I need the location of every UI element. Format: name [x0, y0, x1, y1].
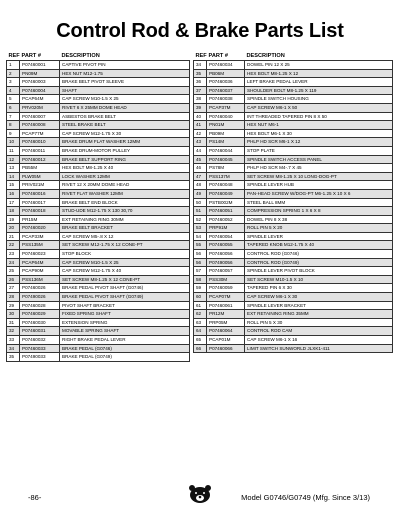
table-row	[7, 327, 190, 336]
table-row	[7, 172, 190, 181]
part-number-cell: P07460032	[20, 336, 60, 345]
ref-cell: 49	[194, 189, 207, 198]
description-cell: BRAKE PEDAL PIVOT SHAFT (G0749)	[60, 293, 190, 302]
part-number-cell: P07460064	[207, 327, 245, 336]
ref-cell: 23	[7, 250, 20, 259]
table-row	[7, 78, 190, 87]
description-cell: CAP SCREW M10-1.5 X 25	[60, 95, 190, 104]
part-number-cell: PSS136M	[20, 275, 60, 284]
description-cell: SPINDLE LEVER HUB	[245, 181, 393, 190]
part-number-cell: P07460054	[207, 232, 245, 241]
ref-cell: 9	[7, 129, 20, 138]
part-number-cell: P07460057	[207, 267, 245, 276]
part-number-cell: P07460036	[207, 78, 245, 87]
ref-cell: 4	[7, 86, 20, 95]
table-row	[7, 86, 190, 95]
part-number-cell: PCAP07M	[207, 293, 245, 302]
part-number-cell: P07460016	[20, 189, 60, 198]
ref-cell: 60	[194, 293, 207, 302]
description-cell: SPINDLE SWITCH HOUSING	[245, 95, 393, 104]
part-number-cell: P07460056	[207, 250, 245, 259]
ref-cell: 58	[194, 275, 207, 284]
table-row	[7, 336, 190, 345]
ref-cell: 42	[194, 129, 207, 138]
description-cell: SPINDLE LEVER	[245, 232, 393, 241]
ref-cell: 14	[7, 172, 20, 181]
part-number-cell: P07460038	[207, 95, 245, 104]
part-number-cell: P07460012	[20, 155, 60, 164]
part-number-cell: P07460004	[20, 86, 60, 95]
ref-cell: 37	[194, 86, 207, 95]
table-row	[194, 121, 393, 130]
description-cell: CAP SCREW M6-1 X 30	[245, 293, 393, 302]
ref-cell: 41	[194, 121, 207, 130]
footer-model: Model G0746/G0749 (Mfg. Since 3/13)	[241, 493, 370, 502]
part-number-cell: PR12M	[207, 310, 245, 319]
ref-cell: 19	[7, 215, 20, 224]
part-number-cell: PS14M	[207, 138, 245, 147]
ref-header: REF	[8, 53, 20, 59]
description-cell: DOWEL PIN 8 X 38	[245, 215, 393, 224]
description-cell: BRAKE DRUM-MOTOR PULLEY	[60, 146, 190, 155]
description-header: DESCRIPTION	[61, 53, 100, 59]
part-number-cell: P07460066	[207, 344, 245, 353]
ref-cell: 20	[7, 224, 20, 233]
description-cell: LOCK WASHER 12MM	[60, 172, 190, 181]
description-cell: HEX BOLT M6-1 X 30	[245, 129, 393, 138]
table-row	[194, 61, 393, 70]
part-header: PART #	[208, 53, 228, 59]
table-row	[194, 86, 393, 95]
description-cell: CAP SCREW M6-1 X 50	[245, 103, 393, 112]
table-row	[194, 146, 393, 155]
description-cell: FIXED SPRING SHAFT	[60, 310, 190, 319]
part-number-cell: PLW05M	[20, 172, 60, 181]
part-number-cell: P07460030	[20, 318, 60, 327]
part-number-cell: PSTB002M	[207, 198, 245, 207]
part-number-cell: PR15M	[20, 215, 60, 224]
description-cell: HEX BOLT M8-1.25 X 12	[245, 69, 393, 78]
part-number-cell: P07490026	[20, 293, 60, 302]
part-number-cell: P07460028	[20, 301, 60, 310]
description-cell: CAP SCREW M5-.8 X 12	[60, 232, 190, 241]
description-cell: BRAKE DRUM FLAT WASHER 12MM	[60, 138, 190, 147]
ref-cell: 10	[7, 138, 20, 147]
description-cell: STOP PLATE	[245, 146, 393, 155]
part-number-cell: P07460052	[207, 215, 245, 224]
description-cell: CAP SCREW M6-1 X 16	[245, 336, 393, 345]
ref-cell: 31	[7, 318, 20, 327]
ref-cell: 35	[194, 69, 207, 78]
ref-cell: 8	[7, 121, 20, 130]
table-row	[7, 215, 190, 224]
ref-cell: 26	[7, 275, 20, 284]
table-row	[194, 172, 393, 181]
part-number-cell: PRP91M	[207, 224, 245, 233]
bear-logo-icon	[187, 484, 213, 504]
part-number-cell: PSS135M	[20, 241, 60, 250]
table-row	[194, 78, 393, 87]
ref-cell: 7	[7, 112, 20, 121]
description-cell: SPINDLE LEVER BRACKET	[245, 301, 393, 310]
description-cell: BRAKE PEDAL (G0746)	[60, 344, 190, 353]
part-number-cell: PN01M	[207, 121, 245, 130]
description-cell: BRAKE BELT PIVOT SLEEVE	[60, 78, 190, 87]
table-row	[7, 103, 190, 112]
description-cell: CONTROL ROD CAM	[245, 327, 393, 336]
page-title: Control Rod & Brake Parts List	[56, 20, 344, 42]
part-number-cell: P07460031	[20, 327, 60, 336]
ref-cell: 21	[7, 232, 20, 241]
ref-cell: 17	[7, 198, 20, 207]
description-cell: STEEL BRAKE BELT	[60, 121, 190, 130]
description-cell: DOWEL PIN 12 X 25	[245, 61, 393, 70]
ref-cell: 25	[7, 267, 20, 276]
table-row	[7, 112, 190, 121]
description-cell: LEFT BRAKE PEDAL LEVER	[245, 78, 393, 87]
table-row	[7, 250, 190, 259]
table-row	[7, 258, 190, 267]
description-cell: RIVET FLAT WASHER 12MM	[60, 189, 190, 198]
table-row	[194, 318, 393, 327]
ref-cell: 63	[194, 318, 207, 327]
part-number-cell: P07460001	[20, 61, 60, 70]
ref-cell: 29	[7, 301, 20, 310]
ref-cell: 32	[7, 327, 20, 336]
description-cell: ROLL PIN 5 X 30	[245, 318, 393, 327]
part-number-cell: P07460017	[20, 198, 60, 207]
description-cell: INT THREADED TAPERED PIN 8 X 50	[245, 112, 393, 121]
ref-cell: 48	[194, 181, 207, 190]
description-cell: BRAKE PEDAL PIVOT SHAFT (G0746)	[60, 284, 190, 293]
table-row	[194, 258, 393, 267]
part-number-cell: P07460033	[20, 344, 60, 353]
part-number-cell: P07490056	[207, 258, 245, 267]
table-row	[7, 310, 190, 319]
description-cell: HEX NUT M6-1	[245, 121, 393, 130]
part-number-cell: PRP05M	[207, 318, 245, 327]
description-cell: BRAKE BELT END BLOCK	[60, 198, 190, 207]
part-number-cell: PRV020M	[20, 103, 60, 112]
ref-cell: 51	[194, 207, 207, 216]
part-number-cell: PN09M	[20, 69, 60, 78]
table-row	[7, 95, 190, 104]
description-cell: SET SCREW M12-1.75 X 12 CONE-PT	[60, 241, 190, 250]
table-row	[194, 189, 393, 198]
description-cell: PHLP HD SCR M4-.7 X 45	[245, 164, 393, 173]
table-row	[194, 95, 393, 104]
ref-cell: 65	[194, 336, 207, 345]
part-number-cell: PCAP77M	[20, 129, 60, 138]
table-row	[7, 181, 190, 190]
description-cell: RIGHT BRAKE PEDAL LEVER	[60, 336, 190, 345]
ref-cell: 62	[194, 310, 207, 319]
part-number-cell: P07460040	[207, 112, 245, 121]
part-number-cell: PCAP33M	[20, 232, 60, 241]
description-cell: STEEL BALL 8MM	[245, 198, 393, 207]
table-row	[7, 241, 190, 250]
ref-cell: 3	[7, 78, 20, 87]
description-cell: SET SCREW M8-1.25 X 10 LONG-DOG-PT	[245, 172, 393, 181]
table-row	[7, 318, 190, 327]
part-number-cell: PRIV021M	[20, 181, 60, 190]
description-cell: SPINDLE LEVER PIVOT BLOCK	[245, 267, 393, 276]
table-row	[194, 301, 393, 310]
part-number-cell: P07460049	[207, 189, 245, 198]
table-row	[7, 138, 190, 147]
ref-cell: 43	[194, 138, 207, 147]
ref-cell: 24	[7, 258, 20, 267]
part-number-cell: P07460023	[20, 250, 60, 259]
description-cell: RIVET 6 X 25MM DOME HEAD	[60, 103, 190, 112]
ref-cell: 35	[7, 353, 20, 362]
table-row	[194, 138, 393, 147]
part-number-cell: PB55M	[20, 164, 60, 173]
ref-cell: 50	[194, 198, 207, 207]
table-row	[194, 69, 393, 78]
table-row	[194, 250, 393, 259]
description-cell: CAP SCREW M12-1.75 X 40	[60, 267, 190, 276]
description-cell: PAN-HEAD SCREW W/DOG-PT M6-1.25 X 10 X 6	[245, 189, 393, 198]
ref-cell: 16	[7, 189, 20, 198]
description-cell: HEX BOLT M8-1.25 X 40	[60, 164, 190, 173]
ref-cell: 36	[194, 78, 207, 87]
description-header: DESCRIPTION	[246, 53, 285, 59]
part-number-cell: P07460003	[20, 78, 60, 87]
ref-cell: 33	[7, 336, 20, 345]
part-number-cell: P07460010	[20, 138, 60, 147]
ref-cell: 11	[7, 146, 20, 155]
table-row	[194, 164, 393, 173]
ref-cell: 28	[7, 293, 20, 302]
table-row	[194, 129, 393, 138]
table-row	[7, 293, 190, 302]
description-cell: HEX NUT M12-1.75	[60, 69, 190, 78]
part-number-cell: PCAP01M	[207, 336, 245, 345]
table-row	[194, 112, 393, 121]
description-cell: ASBESTOS BRAKE BELT	[60, 112, 190, 121]
description-cell: SHOULDER BOLT M8-1.25 X 119	[245, 86, 393, 95]
ref-cell: 2	[7, 69, 20, 78]
table-row	[194, 181, 393, 190]
ref-cell: 46	[194, 164, 207, 173]
description-cell: SET SCREW M8-1.25 X 12 CONE-PT	[60, 275, 190, 284]
description-cell: CAP SCREW M10-1.5 X 25	[60, 258, 190, 267]
ref-cell: 40	[194, 112, 207, 121]
table-row	[7, 301, 190, 310]
table-row	[7, 164, 190, 173]
ref-cell: 59	[194, 284, 207, 293]
part-number-cell: P07460026	[20, 284, 60, 293]
table-row	[194, 198, 393, 207]
ref-cell: 54	[194, 232, 207, 241]
part-number-cell: PCAP37M	[207, 103, 245, 112]
description-cell: PIVOT SHAFT BRACKET	[60, 301, 190, 310]
part-number-cell: PS78M	[207, 164, 245, 173]
description-cell: TAPERED PIN 6 X 30	[245, 284, 393, 293]
description-cell: CAP SCREW M12-1.75 X 30	[60, 129, 190, 138]
table-row	[7, 146, 190, 155]
ref-cell: 5	[7, 95, 20, 104]
table-row	[7, 121, 190, 130]
description-cell: TAPERED KNOB M12-1.75 X 40	[245, 241, 393, 250]
part-number-cell: P07460011	[20, 146, 60, 155]
ref-cell: 56	[194, 258, 207, 267]
table-row	[7, 129, 190, 138]
description-cell: STUD-UDE M12-1.75 X 130 30,70	[60, 207, 190, 216]
page-number: -86-	[28, 493, 42, 502]
part-number-cell: PCAP64M	[20, 258, 60, 267]
table-row	[7, 275, 190, 284]
table-row	[7, 61, 190, 70]
table-row	[194, 155, 393, 164]
part-number-cell: P07460007	[20, 112, 60, 121]
part-number-cell: P07460034	[207, 61, 245, 70]
ref-cell: 57	[194, 267, 207, 276]
ref-cell: 56	[194, 250, 207, 259]
description-cell: CAPTIVE PIVOT PIN	[60, 61, 190, 70]
part-number-cell: PB06M	[207, 69, 245, 78]
part-header: PART #	[21, 53, 41, 59]
part-number-cell: PB09M	[207, 129, 245, 138]
table-row	[194, 207, 393, 216]
table-row	[7, 284, 190, 293]
table-row	[194, 327, 393, 336]
table-row	[7, 267, 190, 276]
part-number-cell: P07460020	[20, 224, 60, 233]
description-cell: LIMIT SWITCH SUNWORLD JLXK1-411	[245, 344, 393, 353]
part-number-cell: P07460029	[20, 310, 60, 319]
table-row	[7, 344, 190, 353]
description-cell: SPINDLE SWITCH ACCESS PANEL	[245, 155, 393, 164]
ref-cell: 13	[7, 164, 20, 173]
ref-cell: 18	[7, 207, 20, 216]
table-header-row	[7, 53, 190, 61]
part-number-cell: PCAP90M	[20, 267, 60, 276]
part-number-cell: P07460048	[207, 181, 245, 190]
part-number-cell: P07460045	[207, 155, 245, 164]
description-cell: CONTROL ROD (G0746)	[245, 250, 393, 259]
description-cell: COMPRESSION SPRING 1 X 6 X 8	[245, 207, 393, 216]
table-row	[194, 293, 393, 302]
table-row	[7, 198, 190, 207]
part-number-cell: P07460051	[207, 207, 245, 216]
description-cell: EXT RETAINING RING 35MM	[245, 310, 393, 319]
part-number-cell: P07460061	[207, 301, 245, 310]
ref-cell: 45	[194, 155, 207, 164]
ref-cell: 1	[7, 61, 20, 70]
table-row	[194, 241, 393, 250]
ref-cell: 34	[7, 344, 20, 353]
ref-cell: 66	[194, 344, 207, 353]
description-cell: BRAKE BELT SUPPORT RING	[60, 155, 190, 164]
table-row	[194, 344, 393, 353]
description-cell: MOVABLE SPRING SHAFT	[60, 327, 190, 336]
description-cell: RIVET 12 X 20MM DOME HEAD	[60, 181, 190, 190]
ref-cell: 38	[194, 95, 207, 104]
parts-table-right	[193, 53, 393, 353]
description-cell: SHAFT	[60, 86, 190, 95]
part-number-cell: P07460008	[20, 121, 60, 130]
part-number-cell: P07490033	[20, 353, 60, 362]
table-row	[7, 224, 190, 233]
table-row	[7, 232, 190, 241]
table-row	[194, 284, 393, 293]
part-number-cell: P07460055	[207, 241, 245, 250]
table-row	[7, 189, 190, 198]
part-number-cell: P07460018	[20, 207, 60, 216]
description-cell: SET SCREW M10-1.5 X 10	[245, 275, 393, 284]
description-cell: BRAKE BELT BRACKET	[60, 224, 190, 233]
ref-cell: 30	[7, 310, 20, 319]
parts-table-left	[6, 53, 190, 362]
description-cell: PHLP HD SCR M6-1 X 12	[245, 138, 393, 147]
ref-cell: 61	[194, 301, 207, 310]
part-number-cell: PCAP64M	[20, 95, 60, 104]
ref-cell: 39	[194, 103, 207, 112]
table-row	[194, 224, 393, 233]
table-row	[194, 103, 393, 112]
ref-cell: 55	[194, 241, 207, 250]
table-row	[194, 215, 393, 224]
ref-cell: 44	[194, 146, 207, 155]
part-number-cell: P07460044	[207, 146, 245, 155]
table-row	[194, 275, 393, 284]
ref-cell: 12	[7, 155, 20, 164]
table-row	[194, 232, 393, 241]
part-number-cell: PSS137M	[207, 172, 245, 181]
part-number-cell: P07460059	[207, 284, 245, 293]
ref-cell: 6	[7, 103, 20, 112]
table-row	[7, 207, 190, 216]
ref-header: REF	[195, 53, 207, 59]
parts-table-right-body	[194, 61, 393, 353]
description-cell: EXT RETAINING RING 30MM	[60, 215, 190, 224]
parts-table-left-body	[7, 61, 190, 362]
description-cell: ROLL PIN 5 X 20	[245, 224, 393, 233]
description-cell: STOP BLOCK	[60, 250, 190, 259]
part-number-cell: P07460037	[207, 86, 245, 95]
table-header-row	[194, 53, 393, 61]
ref-cell: 47	[194, 172, 207, 181]
ref-cell: 34	[194, 61, 207, 70]
table-row	[194, 310, 393, 319]
ref-cell: 52	[194, 215, 207, 224]
description-cell: CONTROL ROD (G0749)	[245, 258, 393, 267]
description-cell: EXTENSION SPRING	[60, 318, 190, 327]
part-number-cell: PSS30M	[207, 275, 245, 284]
ref-cell: 64	[194, 327, 207, 336]
ref-cell: 27	[7, 284, 20, 293]
table-row	[194, 336, 393, 345]
table-row	[7, 353, 190, 362]
table-row	[7, 69, 190, 78]
table-row	[7, 155, 190, 164]
ref-cell: 53	[194, 224, 207, 233]
ref-cell: 22	[7, 241, 20, 250]
ref-cell: 15	[7, 181, 20, 190]
description-cell: BRAKE PEDAL (G0749)	[60, 353, 190, 362]
table-row	[194, 267, 393, 276]
